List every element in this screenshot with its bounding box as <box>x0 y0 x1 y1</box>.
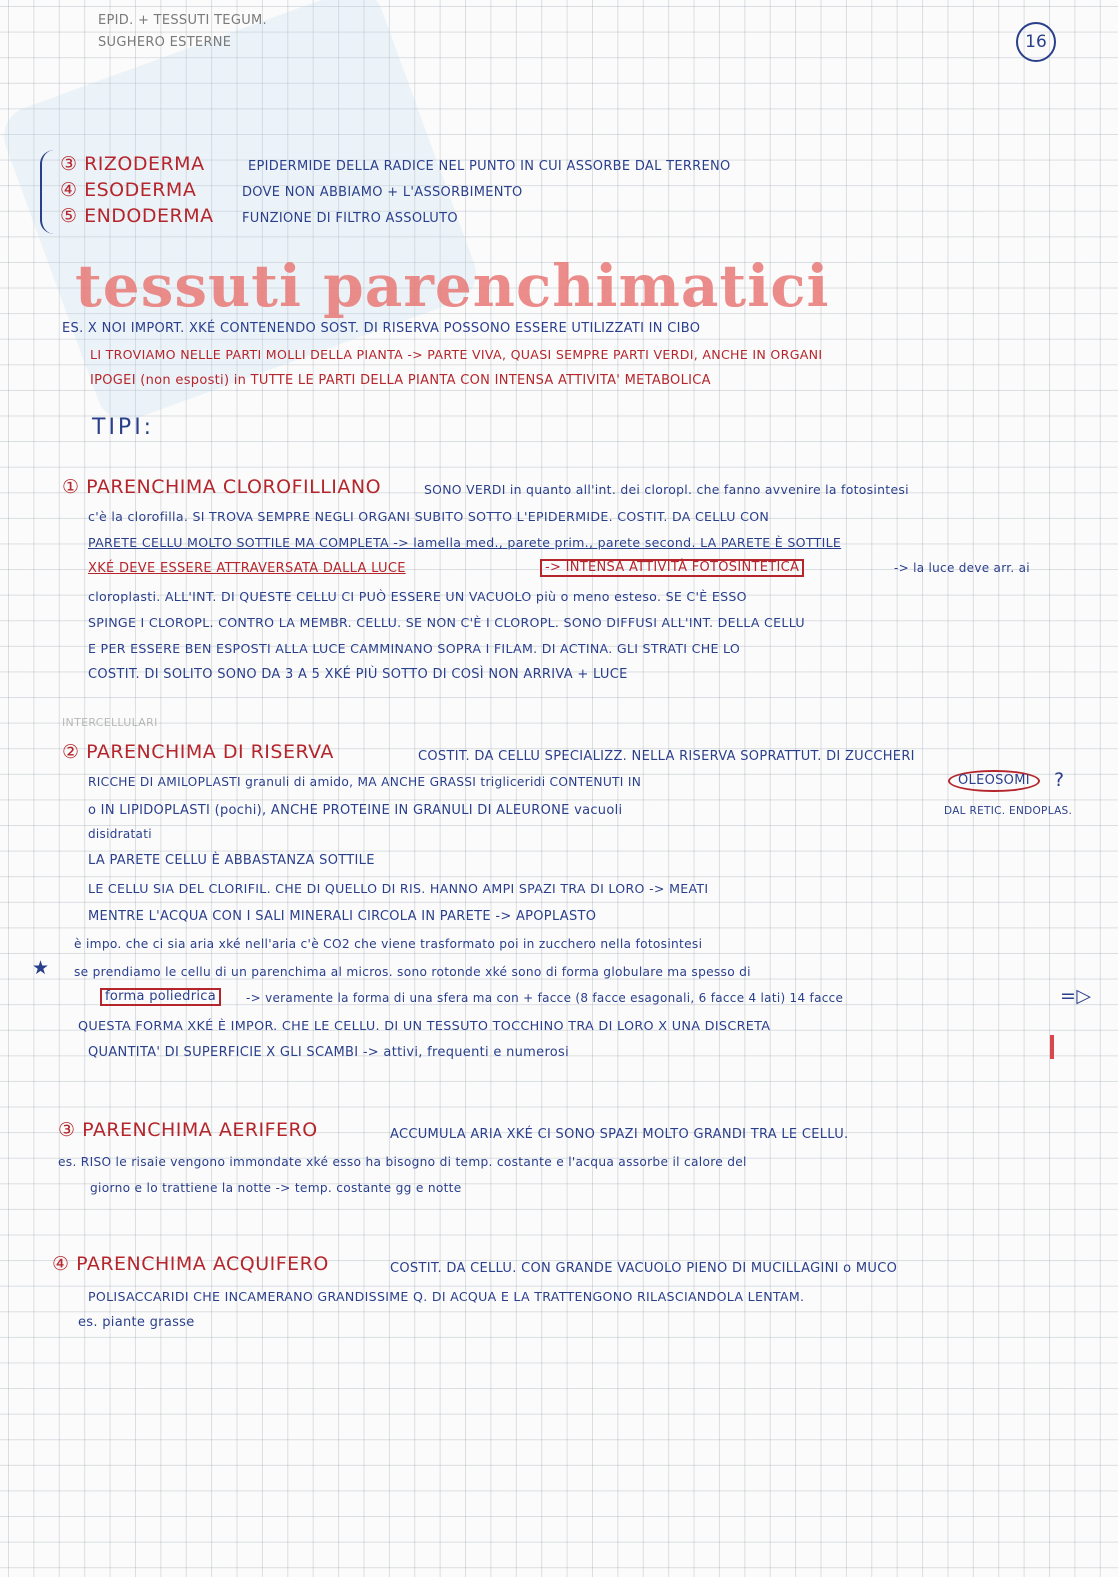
faint-note: INTERCELLULARI <box>62 716 158 729</box>
riserva-line-3: o IN LIPIDOPLASTI (pochi), ANCHE PROTEINE IN GRANULI DI ALEURONE vacuoli <box>88 803 623 818</box>
acquifero-line-1: COSTIT. DA CELLU. CON GRANDE VACUOLO PIENO DI MUCILLAGINI o MUCO <box>390 1261 898 1276</box>
clorofilliano-line-8: COSTIT. DI SOLITO SONO DA 3 A 5 XKÉ PIÙ SOTTO DI COSÌ NON ARRIVA + LUCE <box>88 667 628 682</box>
fotosintetica-highlight: -> INTENSA ATTIVITÀ FOTOSINTETICA <box>540 559 804 577</box>
riserva-line-6: LE CELLU SIA DEL CLORIFIL. CHE DI QUELLO DI RIS. HANNO AMPI SPAZI TRA DI LORO -> MEATI <box>88 881 709 896</box>
page-title: tessuti parenchimatici <box>75 252 830 320</box>
acquifero-line-3: es. piante grasse <box>78 1315 195 1330</box>
endoderma-desc: FUNZIONE DI FILTRO ASSOLUTO <box>242 211 458 226</box>
clorofilliano-line-4: XKÉ DEVE ESSERE ATTRAVERSATA DALLA LUCE <box>88 561 406 576</box>
radice-brace <box>40 150 58 234</box>
riserva-line-11: QUESTA FORMA XKÉ È IMPOR. CHE LE CELLU. DI UN TESSUTO TOCCHINO TRA DI LORO X UNA DISCRETA <box>78 1019 771 1034</box>
clorofilliano-line-3: PARETE CELLU MOLTO SOTTILE MA COMPLETA -> lamella med., parete prim., parete second. LA PARETE È SOTTILE <box>88 535 842 550</box>
clorofilliano-line-1: SONO VERDI in quanto all'int. dei cloropl. che fanno avvenire la fotosintesi <box>424 482 909 497</box>
acquifero-heading: ④ PARENCHIMA ACQUIFERO <box>52 1253 329 1275</box>
esoderma-desc: DOVE NON ABBIAMO + L'ASSORBIMENTO <box>242 185 523 200</box>
aerifero-line-3: giorno e lo trattiene la notte -> temp. costante gg e notte <box>90 1181 462 1195</box>
riserva-line-1: COSTIT. DA CELLU SPECIALIZZ. NELLA RISERVA SOPRATTUT. DI ZUCCHERI <box>418 749 915 764</box>
red-margin-mark <box>1050 1035 1054 1059</box>
riserva-line-12: QUANTITA' DI SUPERFICIE X GLI SCAMBI -> attivi, frequenti e numerosi <box>88 1045 570 1060</box>
acquifero-line-2: POLISACCARIDI CHE INCAMERANO GRANDISSIME Q. DI ACQUA E LA TRATTENGONO RILASCIANDOLA LENTAM. <box>88 1289 805 1304</box>
esoderma-term: ④ ESODERMA <box>60 179 197 201</box>
tipi-label: TIPI: <box>92 415 155 440</box>
riserva-line-9: se prendiamo le cellu di un parenchima al micros. sono rotonde xké sono di forma globulare ma spesso di <box>74 965 751 979</box>
poliedrica-boxed: forma poliedrica <box>100 988 221 1006</box>
question-mark: ? <box>1054 769 1065 791</box>
clorofilliano-line-5: cloroplasti. ALL'INT. DI QUESTE CELLU CI PUÒ ESSERE UN VACUOLO più o meno esteso. SE C'È ESSO <box>88 589 747 604</box>
riserva-line-4: disidratati <box>88 827 152 841</box>
clorofilliano-line-2: c'è la clorofilla. SI TROVA SEMPRE NEGLI ORGANI SUBITO SOTTO L'EPIDERMIDE. COSTIT. DA CELLU CON <box>88 509 770 524</box>
riserva-line-7: MENTRE L'ACQUA CON I SALI MINERALI CIRCOLA IN PARETE -> APOPLASTO <box>88 909 597 924</box>
riserva-line-10: -> veramente la forma di una sfera ma con + facce (8 facce esagonali, 6 facce 4 lati) 14 facce <box>246 991 844 1005</box>
header-note-1: EPID. + TESSUTI TEGUM. <box>98 13 267 28</box>
aerifero-line-2: es. RISO le risaie vengono immondate xké esso ha bisogno di temp. costante e l'acqua assorbe il calore del <box>58 1155 747 1169</box>
retic-note: DAL RETIC. ENDOPLAS. <box>944 805 1073 817</box>
oleosomi-circled: OLEOSOMI <box>948 770 1040 792</box>
intro-line-2: LI TROVIAMO NELLE PARTI MOLLI DELLA PIANTA -> PARTE VIVA, QUASI SEMPRE PARTI VERDI, ANCHE IN ORGANI <box>90 347 823 362</box>
implies-arrow: =▷ <box>1060 985 1092 1007</box>
riserva-heading: ② PARENCHIMA DI RISERVA <box>62 741 334 763</box>
clorofilliano-line-7: E PER ESSERE BEN ESPOSTI ALLA LUCE CAMMINANO SOPRA I FILAM. DI ACTINA. GLI STRATI CHE LO <box>88 641 741 656</box>
riserva-line-8: è impo. che ci sia aria xké nell'aria c'è CO2 che viene trasformato poi in zucchero nella fotosintesi <box>74 937 703 951</box>
intro-line-3: IPOGEI (non esposti) in TUTTE LE PARTI DELLA PIANTA CON INTENSA ATTIVITA' METABOLICA <box>90 373 711 388</box>
aerifero-heading: ③ PARENCHIMA AERIFERO <box>58 1119 318 1141</box>
clorofilliano-line-4b: -> la luce deve arr. ai <box>894 561 1030 575</box>
riserva-line-2: RICCHE DI AMILOPLASTI granuli di amido, MA ANCHE GRASSI trigliceridi CONTENUTI IN <box>88 775 642 789</box>
clorofilliano-heading: ① PARENCHIMA CLOROFILLIANO <box>62 476 382 498</box>
riserva-line-5: LA PARETE CELLU È ABBASTANZA SOTTILE <box>88 853 375 868</box>
header-note-2: SUGHERO ESTERNE <box>98 35 232 50</box>
endoderma-term: ⑤ ENDODERMA <box>60 205 214 227</box>
aerifero-line-1: ACCUMULA ARIA XKÉ CI SONO SPAZI MOLTO GRANDI TRA LE CELLU. <box>390 1127 849 1142</box>
intro-line-1: ES. X NOI IMPORT. XKÉ CONTENENDO SOST. DI RISERVA POSSONO ESSERE UTILIZZATI IN CIBO <box>62 321 701 336</box>
rizoderma-desc: EPIDERMIDE DELLA RADICE NEL PUNTO IN CUI ASSORBE DAL TERRENO <box>248 159 731 174</box>
page-number: 16 <box>1016 22 1056 62</box>
star-mark: ★ <box>32 957 50 979</box>
rizoderma-term: ③ RIZODERMA <box>60 153 205 175</box>
clorofilliano-line-6: SPINGE I CLOROPL. CONTRO LA MEMBR. CELLU. SE NON C'È I CLOROPL. SONO DIFFUSI ALL'INT. DELLA CELLU <box>88 615 805 630</box>
